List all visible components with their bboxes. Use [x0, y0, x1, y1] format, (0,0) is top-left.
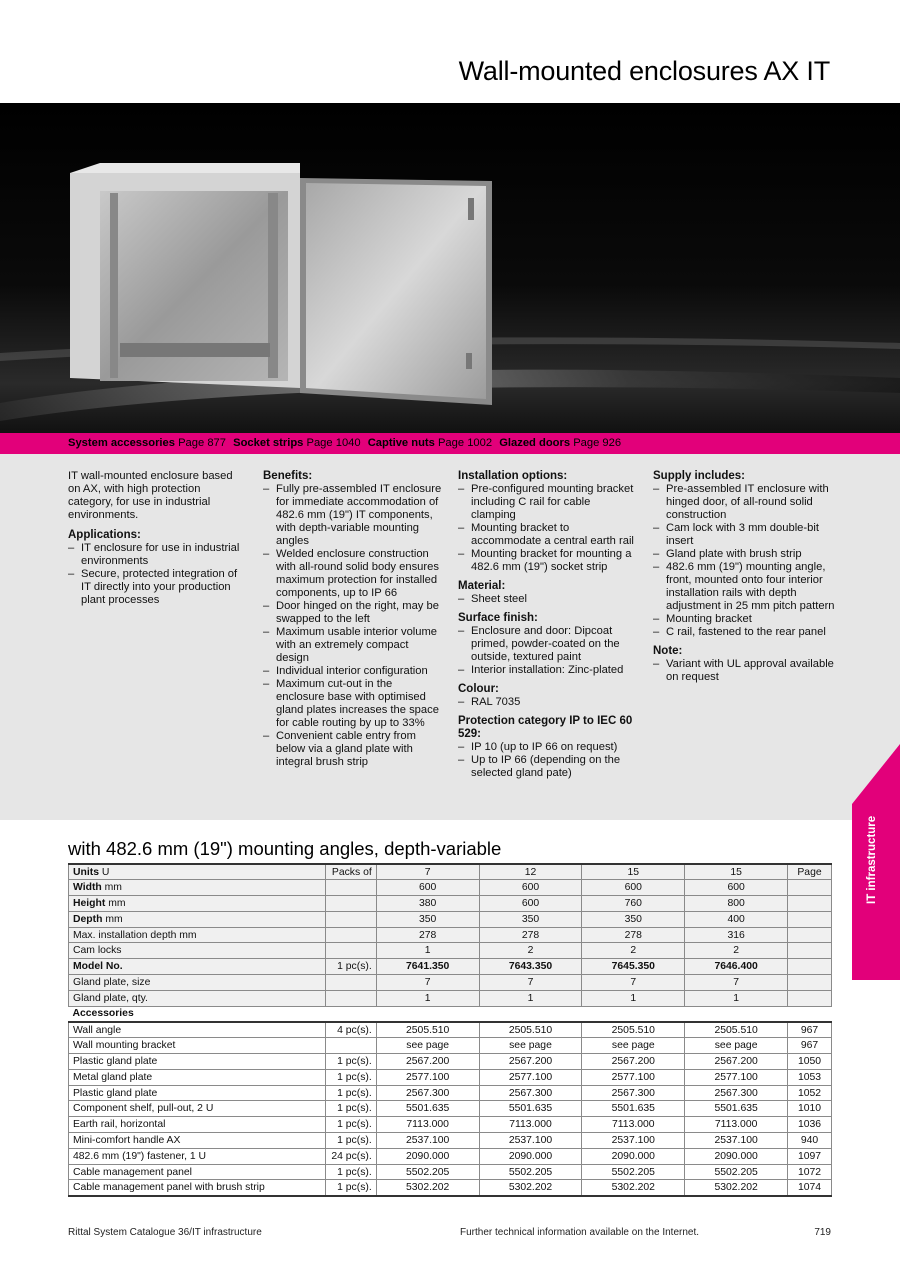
- table-row: [69, 1069, 832, 1085]
- supply-list: [653, 483, 835, 639]
- colour-heading: Colour:: [458, 683, 499, 695]
- value-cell: 760: [582, 896, 685, 912]
- value-cell: 2567.300: [582, 1085, 685, 1101]
- page-cell: 967: [788, 1038, 832, 1054]
- ref-label-system-accessories: System accessories: [68, 437, 175, 449]
- value-cell: see page: [376, 1038, 479, 1054]
- product-info-panel: [0, 454, 900, 820]
- value-cell: see page: [479, 1038, 582, 1054]
- value-cell: 7113.000: [376, 1117, 479, 1133]
- value-cell: 350: [479, 911, 582, 927]
- list-item: – Secure, protected integration of IT directly into your production plant processes: [68, 568, 248, 607]
- list-item: – Maximum cut-out in the enclosure base with optimised gland plates increases the space for cable routing by up to 33%: [263, 678, 443, 730]
- page-cell: 1074: [788, 1180, 832, 1196]
- note-list: [653, 658, 835, 684]
- installation-list: [458, 483, 638, 574]
- table-row: [69, 943, 832, 959]
- table-row: [69, 880, 832, 896]
- value-cell: 2567.300: [479, 1085, 582, 1101]
- value-cell: 2577.100: [685, 1069, 788, 1085]
- table-row: [69, 990, 832, 1006]
- ref-page-captive-nuts: Page 1002: [437, 437, 493, 449]
- list-item: – IP 10 (up to IP 66 on request): [458, 741, 638, 754]
- row-label: Height mm: [69, 896, 326, 912]
- surface-heading: Surface finish:: [458, 612, 538, 624]
- value-cell: 2505.510: [479, 1022, 582, 1038]
- page-cell: [788, 959, 832, 975]
- value-cell: see page: [582, 1038, 685, 1054]
- packs-cell: [325, 975, 376, 991]
- row-label: Wall mounting bracket: [69, 1038, 326, 1054]
- ref-label-glazed-doors: Glazed doors: [499, 437, 571, 449]
- value-cell: 600: [376, 880, 479, 896]
- value-cell: 5302.202: [582, 1180, 685, 1196]
- packs-cell: 1 pc(s).: [325, 1069, 376, 1085]
- packs-cell: [325, 880, 376, 896]
- table-header-row: [69, 864, 832, 880]
- row-label: Model No.: [69, 959, 326, 975]
- material-list: [458, 593, 638, 606]
- value-cell: 350: [582, 911, 685, 927]
- value-cell: 7113.000: [685, 1117, 788, 1133]
- value-cell: 7645.350: [582, 959, 685, 975]
- material-heading: Material:: [458, 580, 506, 592]
- row-label: Metal gland plate: [69, 1069, 326, 1085]
- value-cell: 7: [479, 975, 582, 991]
- ref-label-socket-strips: Socket strips: [233, 437, 304, 449]
- row-label: Cable management panel with brush strip: [69, 1180, 326, 1196]
- row-label: Plastic gland plate: [69, 1085, 326, 1101]
- list-item: – RAL 7035: [458, 696, 638, 709]
- list-item: – Individual interior configuration: [263, 665, 443, 678]
- value-cell: 600: [479, 880, 582, 896]
- value-cell: 7113.000: [582, 1117, 685, 1133]
- page-cell: [788, 927, 832, 943]
- value-cell: 5501.635: [479, 1101, 582, 1117]
- value-cell: 600: [582, 880, 685, 896]
- product-photo: [0, 103, 900, 433]
- value-cell: 5502.205: [376, 1164, 479, 1180]
- value-cell: 5502.205: [685, 1164, 788, 1180]
- value-cell: 316: [685, 927, 788, 943]
- supply-column: [653, 470, 835, 690]
- table-row: [69, 1022, 832, 1038]
- page-cell: [788, 896, 832, 912]
- list-item: – Fully pre-assembled IT enclosure for immediate accommodation of 482.6 mm (19") IT components, with depth-variable mounting angles: [263, 483, 443, 548]
- row-label: Units U: [69, 864, 326, 880]
- packs-cell: 1 pc(s).: [325, 1101, 376, 1117]
- page-cell: [788, 880, 832, 896]
- value-cell: 15: [582, 864, 685, 880]
- row-label: Plastic gland plate: [69, 1054, 326, 1070]
- value-cell: 2567.200: [685, 1054, 788, 1070]
- benefits-list: [263, 483, 443, 769]
- page-cell: [788, 911, 832, 927]
- value-cell: 5302.202: [479, 1180, 582, 1196]
- value-cell: 2505.510: [582, 1022, 685, 1038]
- packs-cell: 1 pc(s).: [325, 1164, 376, 1180]
- value-cell: 7641.350: [376, 959, 479, 975]
- section-tab-label: IT infrastructure: [866, 815, 878, 904]
- value-cell: 2537.100: [685, 1133, 788, 1149]
- value-cell: 400: [685, 911, 788, 927]
- value-cell: 5302.202: [376, 1180, 479, 1196]
- benefits-heading: Benefits:: [263, 470, 313, 482]
- value-cell: 1: [376, 990, 479, 1006]
- list-item: – Enclosure and door: Dipcoat primed, powder-coated on the outside, textured paint: [458, 625, 638, 664]
- value-cell: 800: [685, 896, 788, 912]
- table-row: [69, 1085, 832, 1101]
- packs-cell: 1 pc(s).: [325, 959, 376, 975]
- value-cell: 5502.205: [479, 1164, 582, 1180]
- value-cell: 5501.635: [376, 1101, 479, 1117]
- page-title: Wall-mounted enclosures AX IT: [458, 56, 830, 86]
- table-row: [69, 975, 832, 991]
- value-cell: 600: [479, 896, 582, 912]
- value-cell: 2537.100: [376, 1133, 479, 1149]
- page-cell: 940: [788, 1133, 832, 1149]
- list-item: – IT enclosure for use in industrial environments: [68, 542, 248, 568]
- table-row: [69, 896, 832, 912]
- supply-heading: Supply includes:: [653, 470, 746, 482]
- value-cell: 7: [685, 975, 788, 991]
- list-item: – C rail, fastened to the rear panel: [653, 626, 835, 639]
- ref-page-system-accessories: Page 877: [178, 437, 226, 449]
- protection-heading: Protection category IP to IEC 60 529:: [458, 715, 633, 740]
- value-cell: 1: [376, 943, 479, 959]
- value-cell: 2567.300: [376, 1085, 479, 1101]
- colour-list: [458, 696, 638, 709]
- table-row: [69, 959, 832, 975]
- list-item: – Variant with UL approval available on request: [653, 658, 835, 684]
- table-row: [69, 1054, 832, 1070]
- row-label: Earth rail, horizontal: [69, 1117, 326, 1133]
- row-label: Wall angle: [69, 1022, 326, 1038]
- ref-label-captive-nuts: Captive nuts: [367, 437, 435, 449]
- packs-cell: 1 pc(s).: [325, 1180, 376, 1196]
- list-item: – 482.6 mm (19") mounting angle, front, mounted onto four interior installation rails with depth adjustment in 25 mm pitch pattern: [653, 561, 835, 613]
- value-cell: 380: [376, 896, 479, 912]
- page-number: 719: [814, 1227, 831, 1238]
- value-cell: 2505.510: [685, 1022, 788, 1038]
- value-cell: 7: [376, 864, 479, 880]
- installation-heading: Installation options:: [458, 470, 568, 482]
- table-row: [69, 1148, 832, 1164]
- value-cell: see page: [685, 1038, 788, 1054]
- value-cell: 278: [376, 927, 479, 943]
- list-item: – Sheet steel: [458, 593, 638, 606]
- page-cell: 1097: [788, 1148, 832, 1164]
- applications-list: [68, 542, 248, 607]
- value-cell: 1: [479, 990, 582, 1006]
- page-cell: 1052: [788, 1085, 832, 1101]
- packs-cell: [325, 911, 376, 927]
- list-item: – Mounting bracket to accommodate a central earth rail: [458, 522, 638, 548]
- value-cell: 2537.100: [479, 1133, 582, 1149]
- packs-cell: 1 pc(s).: [325, 1117, 376, 1133]
- row-label: Cam locks: [69, 943, 326, 959]
- page-cell: [788, 975, 832, 991]
- value-cell: 2090.000: [376, 1148, 479, 1164]
- value-cell: 2505.510: [376, 1022, 479, 1038]
- list-item: – Pre-configured mounting bracket including C rail for cable clamping: [458, 483, 638, 522]
- row-label: Width mm: [69, 880, 326, 896]
- value-cell: 600: [685, 880, 788, 896]
- intro-text: IT wall-mounted enclosure based on AX, with high protection category, for use in industrial environments.: [68, 470, 233, 521]
- value-cell: 1: [582, 990, 685, 1006]
- page-cell: [788, 990, 832, 1006]
- value-cell: 2577.100: [582, 1069, 685, 1085]
- surface-list: [458, 625, 638, 677]
- value-cell: 7: [582, 975, 685, 991]
- list-item: – Interior installation: Zinc-plated: [458, 664, 638, 677]
- row-label: Gland plate, size: [69, 975, 326, 991]
- value-cell: 278: [582, 927, 685, 943]
- accessories-heading: Accessories: [69, 1006, 832, 1022]
- row-label: Cable management panel: [69, 1164, 326, 1180]
- row-label: Mini-comfort handle AX: [69, 1133, 326, 1149]
- page-cell: [788, 943, 832, 959]
- table-row: [69, 911, 832, 927]
- table-row: [69, 1038, 832, 1054]
- protection-list: [458, 741, 638, 780]
- value-cell: 2567.300: [685, 1085, 788, 1101]
- page-cell: 967: [788, 1022, 832, 1038]
- table-title: with 482.6 mm (19") mounting angles, depth-variable: [68, 838, 502, 859]
- row-label: 482.6 mm (19") fastener, 1 U: [69, 1148, 326, 1164]
- product-table: [68, 863, 832, 1197]
- footer-note: Further technical information available on the Internet.: [460, 1227, 700, 1238]
- table-row: [69, 927, 832, 943]
- value-cell: 2: [685, 943, 788, 959]
- list-item: – Welded enclosure construction with all-round solid body ensures maximum protection for installed components, up to IP 66: [263, 548, 443, 600]
- accessory-references: [0, 433, 900, 454]
- list-item: – Gland plate with brush strip: [653, 548, 835, 561]
- value-cell: 5501.635: [685, 1101, 788, 1117]
- value-cell: 350: [376, 911, 479, 927]
- page-cell: 1050: [788, 1054, 832, 1070]
- packs-cell: [325, 1038, 376, 1054]
- value-cell: 15: [685, 864, 788, 880]
- row-label: Component shelf, pull-out, 2 U: [69, 1101, 326, 1117]
- packs-cell: [325, 927, 376, 943]
- list-item: – Mounting bracket: [653, 613, 835, 626]
- value-cell: 2090.000: [685, 1148, 788, 1164]
- value-cell: 2577.100: [376, 1069, 479, 1085]
- value-cell: 12: [479, 864, 582, 880]
- page-cell: 1036: [788, 1117, 832, 1133]
- page-cell: 1053: [788, 1069, 832, 1085]
- page-cell: Page: [788, 864, 832, 880]
- value-cell: 7113.000: [479, 1117, 582, 1133]
- value-cell: 1: [685, 990, 788, 1006]
- installation-column: [458, 470, 638, 786]
- packs-cell: 1 pc(s).: [325, 1133, 376, 1149]
- packs-cell: [325, 943, 376, 959]
- value-cell: 2: [582, 943, 685, 959]
- row-label: Gland plate, qty.: [69, 990, 326, 1006]
- value-cell: 5302.202: [685, 1180, 788, 1196]
- packs-cell: 4 pc(s).: [325, 1022, 376, 1038]
- accessories-heading-row: [69, 1006, 832, 1022]
- intro-column: [68, 470, 248, 613]
- table-row: [69, 1117, 832, 1133]
- list-item: – Convenient cable entry from below via a gland plate with integral brush strip: [263, 730, 443, 769]
- row-label: Depth mm: [69, 911, 326, 927]
- value-cell: 7: [376, 975, 479, 991]
- ref-page-socket-strips: Page 1040: [306, 437, 361, 449]
- packs-cell: 24 pc(s).: [325, 1148, 376, 1164]
- value-cell: 7646.400: [685, 959, 788, 975]
- packs-cell: [325, 896, 376, 912]
- packs-cell: [325, 990, 376, 1006]
- list-item: – Door hinged on the right, may be swapped to the left: [263, 600, 443, 626]
- value-cell: 7643.350: [479, 959, 582, 975]
- value-cell: 2567.200: [582, 1054, 685, 1070]
- value-cell: 2537.100: [582, 1133, 685, 1149]
- list-item: – Pre-assembled IT enclosure with hinged door, of all-round solid construction: [653, 483, 835, 522]
- value-cell: 278: [479, 927, 582, 943]
- value-cell: 2090.000: [582, 1148, 685, 1164]
- packs-cell: 1 pc(s).: [325, 1054, 376, 1070]
- value-cell: 5502.205: [582, 1164, 685, 1180]
- applications-heading: Applications:: [68, 529, 141, 541]
- benefits-column: [263, 470, 443, 775]
- value-cell: 2577.100: [479, 1069, 582, 1085]
- value-cell: 2: [479, 943, 582, 959]
- list-item: – Up to IP 66 (depending on the selected gland pate): [458, 754, 638, 780]
- value-cell: 2090.000: [479, 1148, 582, 1164]
- table-row: [69, 1180, 832, 1196]
- packs-cell: Packs of: [325, 864, 376, 880]
- enclosure-illustration: [0, 103, 900, 433]
- ref-page-glazed-doors: Page 926: [573, 437, 622, 449]
- value-cell: 2567.200: [376, 1054, 479, 1070]
- list-item: – Maximum usable interior volume with an extremely compact design: [263, 626, 443, 665]
- table-row: [69, 1101, 832, 1117]
- list-item: – Mounting bracket for mounting a 482.6 mm (19") socket strip: [458, 548, 638, 574]
- page-cell: 1010: [788, 1101, 832, 1117]
- table-row: [69, 1164, 832, 1180]
- packs-cell: 1 pc(s).: [325, 1085, 376, 1101]
- note-heading: Note:: [653, 645, 683, 657]
- page-cell: 1072: [788, 1164, 832, 1180]
- value-cell: 5501.635: [582, 1101, 685, 1117]
- list-item: – Cam lock with 3 mm double-bit insert: [653, 522, 835, 548]
- value-cell: 2567.200: [479, 1054, 582, 1070]
- footer-catalogue: Rittal System Catalogue 36/IT infrastructure: [68, 1227, 262, 1238]
- row-label: Max. installation depth mm: [69, 927, 326, 943]
- table-row: [69, 1133, 832, 1149]
